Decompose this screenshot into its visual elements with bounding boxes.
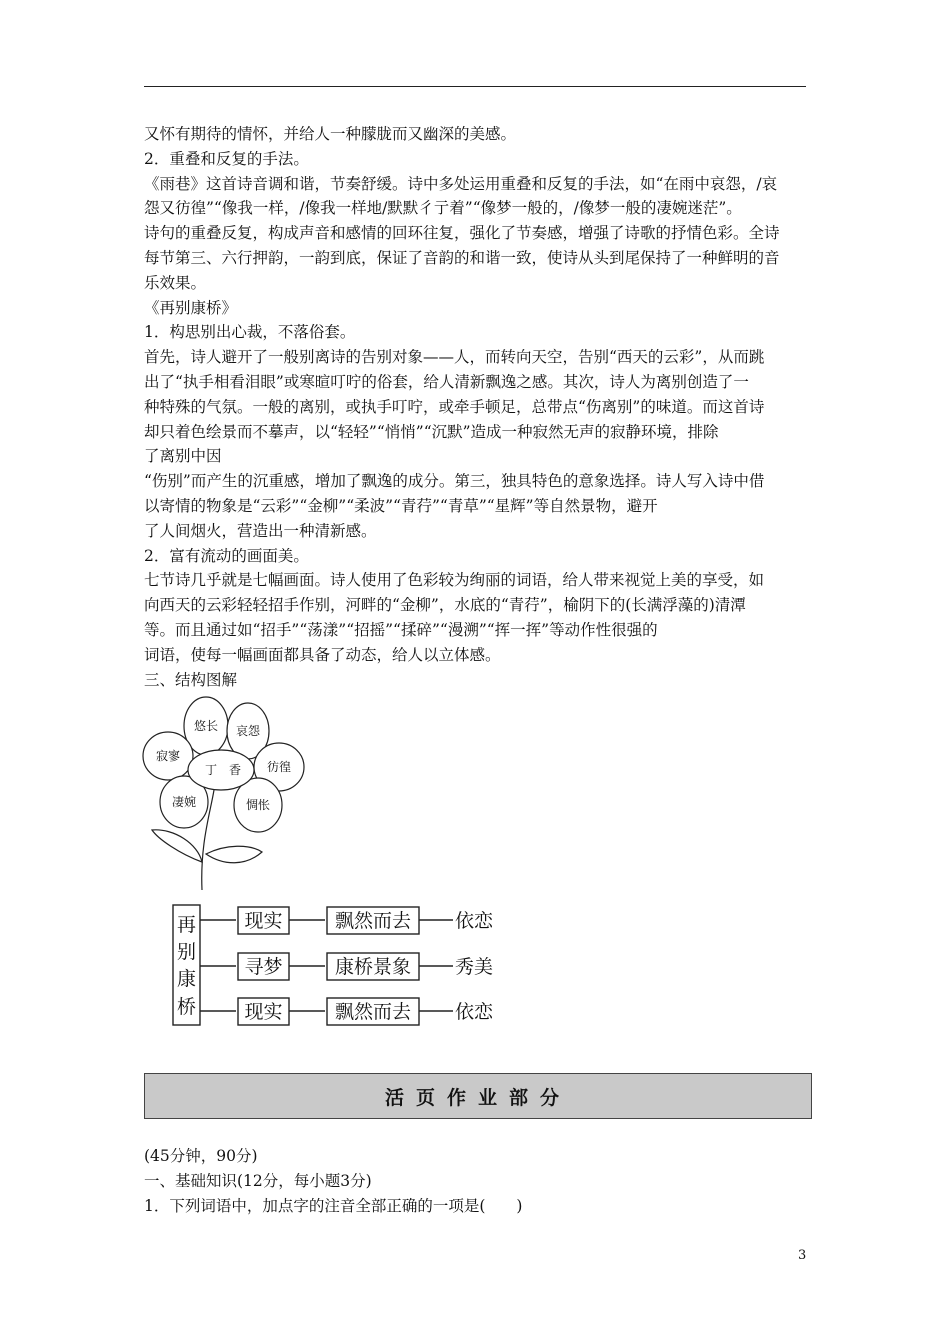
text-line: 怨又彷徨”“像我一样，/像我一样地/默默彳亍着”“像梦一般的，/像梦一般的凄婉迷茫”。 xyxy=(144,199,742,218)
section-heading: 三、结构图解 xyxy=(144,670,238,689)
petal-label: 彷徨 xyxy=(266,760,292,774)
text-line: 诗句的重叠反复，构成声音和感情的回环往复，强化了节奏感，增强了诗歌的抒情色彩。全诗 xyxy=(144,224,780,243)
text-line: 又怀有期待的情怀，并给人一种朦胧而又幽深的美感。 xyxy=(144,125,517,143)
structure-diagram xyxy=(168,897,508,1031)
title-char: 再 xyxy=(176,914,197,936)
banner-title: 活页作业部分 xyxy=(384,1086,571,1109)
text-line: 一、基础知识(12分，每小题3分) xyxy=(144,1172,372,1190)
text-line: 向西天的云彩轻轻招手作别，河畔的“金柳”，水底的“青荇”，榆阴下的(长满浮藻的)清潭 xyxy=(144,596,746,615)
petal-label: 哀怨 xyxy=(235,724,261,738)
text-line: 了人间烟火，营造出一种清新感。 xyxy=(144,521,377,540)
text-line: 出了“执手相看泪眼”或寒暄叮咛的俗套，给人清新飘逸之感。其次，诗人为离别创造了一 xyxy=(144,372,749,391)
text-line: 七节诗几乎就是七幅画面。诗人使用了色彩较为绚丽的词语，给人带来视觉上美的享受，如 xyxy=(144,571,765,590)
page-number: 3 xyxy=(798,1248,807,1263)
text-line: 2．富有流动的画面美。 xyxy=(144,546,309,565)
text-line: 1．构思别出心裁，不落俗套。 xyxy=(144,323,356,342)
text-line: “伤别”而产生的沉重感，增加了飘逸的成分。第三，独具特色的意象选择。诗人写入诗中借 xyxy=(144,472,765,491)
text-line: 1．下列词语中，加点字的注音全部正确的一项是( ) xyxy=(144,1197,523,1215)
node-label: 依恋 xyxy=(455,1001,494,1023)
text-line: 以寄情的物象是“云彩”“金柳”“柔波”“青荇”“青草”“星辉”等自然景物，避开 xyxy=(144,496,658,515)
title-char: 桥 xyxy=(176,996,197,1018)
flower-diagram xyxy=(140,694,310,892)
title-char: 康 xyxy=(176,968,197,990)
text-line: 2．重叠和反复的手法。 xyxy=(144,149,309,168)
node-label: 现实 xyxy=(244,1001,283,1023)
petal-label: 寂寥 xyxy=(155,749,181,763)
text-line: 等。而且通过如“招手”“荡漾”“招摇”“揉碎”“漫溯”“挥一挥”等动作性很强的 xyxy=(144,620,658,639)
center-label: 丁 香 xyxy=(204,763,242,777)
text-line: 了离别中因 xyxy=(144,447,222,466)
petal-label: 悠长 xyxy=(193,719,219,733)
node-label: 飘然而去 xyxy=(334,910,412,932)
text-line: 词语，使每一幅画面都具备了动态，给人以立体感。 xyxy=(144,645,501,664)
text-line: 每节第三、六行押韵，一韵到底，保证了音韵的和谐一致，使诗从头到尾保持了一种鲜明的音 xyxy=(144,248,780,267)
exercise-text xyxy=(144,1144,808,1219)
petal-label: 惆怅 xyxy=(245,798,271,812)
leaf xyxy=(152,830,202,862)
text-line: (45分钟，90分) xyxy=(144,1147,258,1165)
node-label: 康桥景象 xyxy=(334,956,412,978)
text-line: 首先，诗人避开了一般别离诗的告别对象——人，而转向天空，告别“西天的云彩”，从而跳 xyxy=(144,348,765,367)
text-line: 种特殊的气氛。一般的离别，或执手叮咛，或牵手顿足，总带点“伤离别”的味道。而这首诗 xyxy=(144,397,765,416)
body-text xyxy=(144,122,808,692)
text-line: 却只着色绘景而不摹声，以“轻轻”“悄悄”“沉默”造成一种寂然无声的寂静环境，排除 xyxy=(144,422,719,441)
text-line: 乐效果。 xyxy=(144,273,207,292)
title-char: 别 xyxy=(176,941,197,963)
leaf xyxy=(206,846,262,863)
node-label: 秀美 xyxy=(455,956,494,978)
node-label: 现实 xyxy=(244,910,283,932)
text-line: 《再别康桥》 xyxy=(144,298,238,317)
text-line: 《雨巷》这首诗音调和谐，节奏舒缓。诗中多处运用重叠和反复的手法，如“在雨中哀怨，/哀 xyxy=(144,174,778,193)
petal-label: 凄婉 xyxy=(171,795,197,809)
node-label: 飘然而去 xyxy=(334,1001,412,1023)
section-banner xyxy=(144,1073,812,1119)
node-label: 依恋 xyxy=(455,910,494,932)
node-label: 寻梦 xyxy=(244,956,283,978)
header-rule xyxy=(144,86,806,87)
